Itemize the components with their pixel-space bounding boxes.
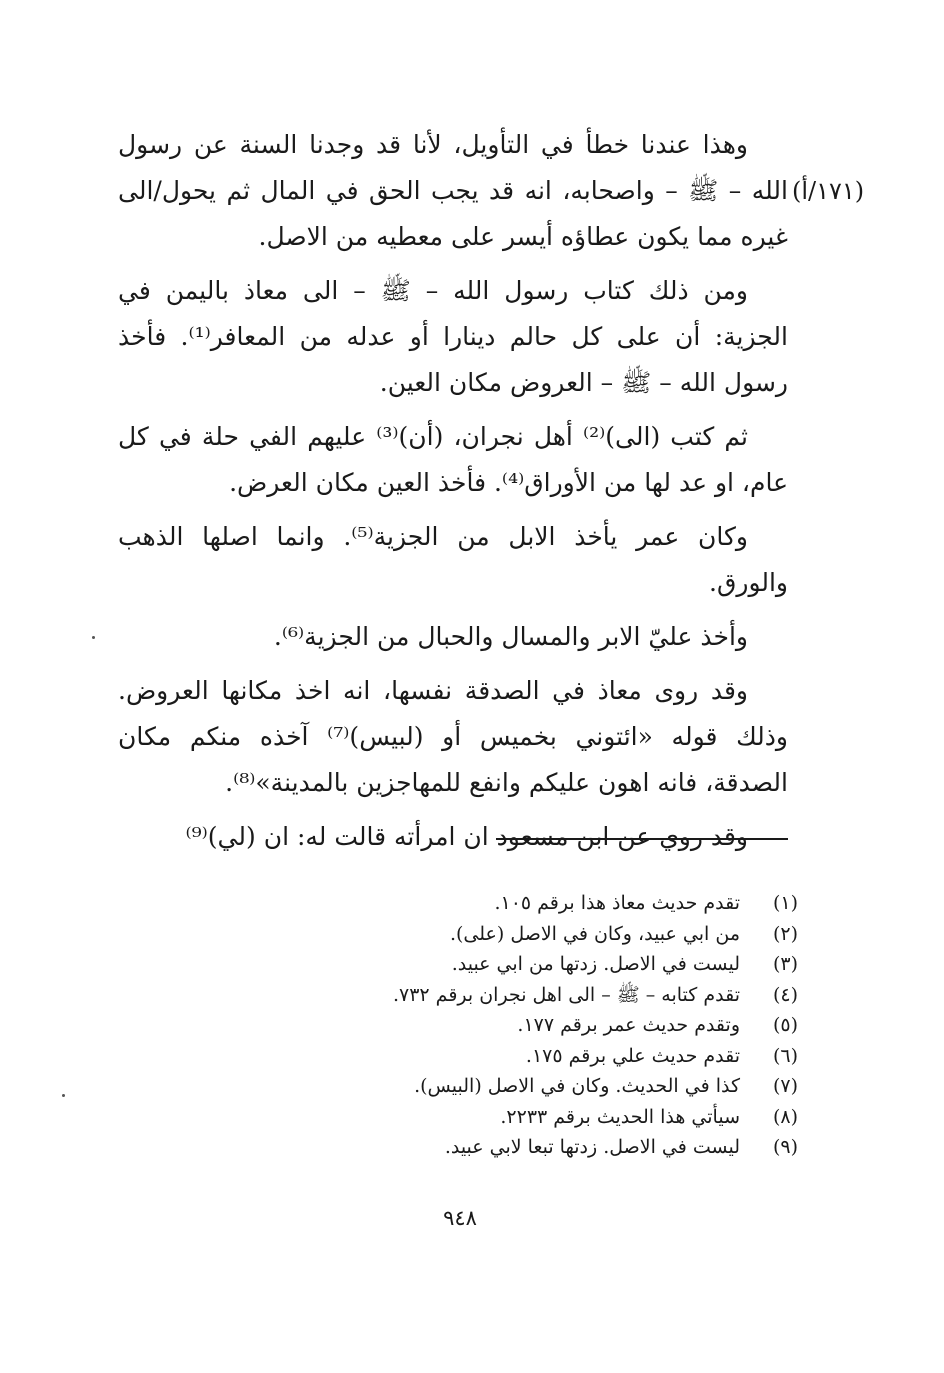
- footnote-text: تقدم كتابه – ﷺ – الى اهل نجران برقم ٧٣٢.: [392, 983, 740, 1006]
- footnote-item: [320, 1132, 798, 1163]
- footnotes: [320, 888, 798, 1163]
- footnote-item: [320, 1102, 798, 1133]
- footnote-text: كذا في الحديث. وكان في الاصل (البيس).: [414, 1075, 740, 1097]
- paragraph-1: وهذا عندنا خطأ في التأويل، لأنا قد وجدنا السنة عن رسول الله – ﷺ – واصحابه، انه قد يجب الحق في المال ثم يحول/الى غيره مما يكون عطاؤه أيسر على معطيه من الاصل.: [118, 130, 788, 251]
- footnote-number: (٥): [772, 1014, 798, 1036]
- footnote-item: [320, 980, 798, 1011]
- main-text: [118, 122, 788, 868]
- footnote-text: تقدم حديث علي برقم ١٧٥.: [525, 1044, 740, 1067]
- paragraph-3: ثم كتب (الى)⁽²⁾ أهل نجران، (أن)⁽³⁾ عليهم الفي حلة في كل عام، او عد لها من الأوراق⁽⁴⁾. فأخذ العين مكان العرض.: [118, 422, 788, 497]
- footnote-number: (٧): [772, 1075, 798, 1097]
- page-number: ٩٤٨: [443, 1206, 477, 1230]
- footnote-text: سيأتي هذا الحديث برقم ٢٢٣٣.: [500, 1105, 740, 1128]
- footnote-item: [320, 888, 798, 919]
- footnote-text: تقدم حديث معاذ هذا برقم ١٠٥.: [494, 892, 740, 914]
- footnote-item: [320, 1010, 798, 1041]
- footnote-item: [320, 1041, 798, 1072]
- footnote-number: (٨): [772, 1105, 798, 1128]
- footnote-number: (٦): [772, 1044, 798, 1067]
- footnote-number: (٢): [772, 922, 798, 945]
- paragraph-7: وقد روي عن ابن مسعود ان امرأته قالت له: ان (لي)⁽⁹⁾: [185, 822, 748, 851]
- footnote-number: (٩): [772, 1136, 798, 1158]
- footnote-separator: [496, 838, 788, 840]
- paragraph-6: وقد روى معاذ في الصدقة نفسها، انه اخذ مكانها العروض. وذلك قوله «ائتوني بخميس أو (لبيس)⁽⁷⁾ آخذه منكم مكان الصدقة، فانه اهون عليكم وانفع للمهاجزين بالمدينة»⁽⁸⁾.: [118, 676, 788, 797]
- footnote-text: ليست في الاصل. زدتها من ابي عبيد.: [451, 953, 740, 975]
- footnote-item: [320, 949, 798, 980]
- footnote-number: (٣): [772, 953, 798, 975]
- marginal-folio-reference: (١٧١/أ): [792, 177, 865, 205]
- footnote-item: [320, 1071, 798, 1102]
- paragraph-2: ومن ذلك كتاب رسول الله – ﷺ – الى معاذ باليمن في الجزية: أن على كل حالم دينارا أو عدله من المعافر⁽¹⁾. فأخذ رسول الله – ﷺ – العروض مكان العين.: [118, 276, 788, 397]
- footnote-number: (١): [772, 892, 798, 914]
- footnote-text: من ابي عبيد، وكان في الاصل (على).: [449, 922, 740, 945]
- footnote-text: ليست في الاصل. زدتها تبعا لابي عبيد.: [444, 1136, 740, 1158]
- scan-speck: [62, 1094, 65, 1097]
- footnote-text: وتقدم حديث عمر برقم ١٧٧.: [517, 1014, 740, 1036]
- footnote-number: (٤): [772, 983, 798, 1006]
- paragraph-5: وأخذ عليّ الابر والمسال والحبال من الجزية⁽⁶⁾.: [273, 622, 748, 651]
- scan-speck: [92, 636, 95, 639]
- footnote-item: [320, 919, 798, 950]
- paragraph-4: وكان عمر يأخذ الابل من الجزية⁽⁵⁾. وانما اصلها الذهب والورق.: [118, 522, 788, 597]
